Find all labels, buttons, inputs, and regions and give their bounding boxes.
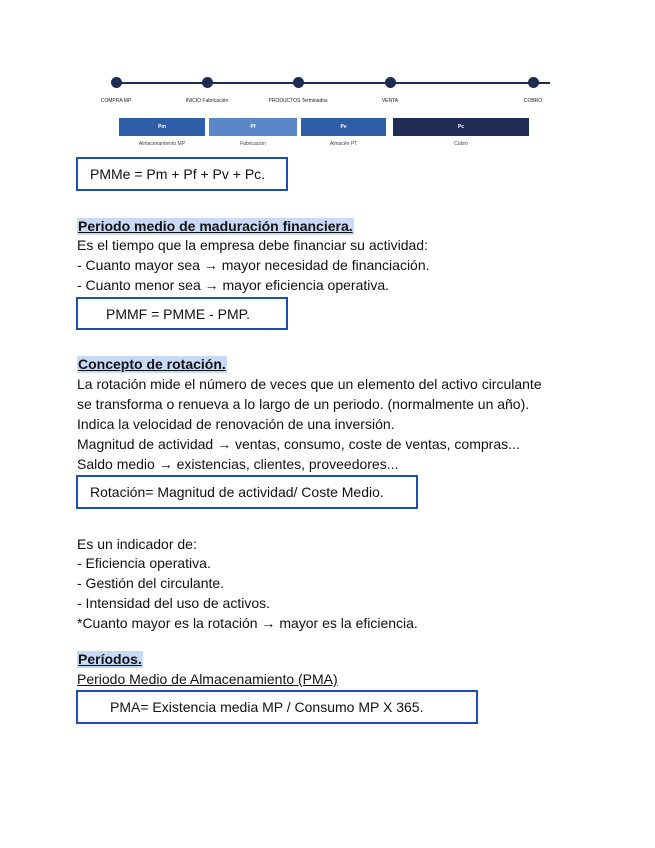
bar-pm: Pm: [119, 118, 205, 136]
section-heading-periodos: Períodos.: [78, 651, 142, 667]
maturation-timeline: [100, 72, 560, 152]
bar-sublabel: Almacenamiento MP: [138, 141, 186, 147]
text-line: Indica la velocidad de renovación de una inversión.: [77, 416, 395, 432]
bar-sublabel: Almacén PT: [329, 141, 358, 147]
timeline-point: [293, 77, 304, 88]
formula-box-pma: [76, 690, 478, 724]
text-line: *Cuanto mayor es la rotación → mayor es la eficiencia.: [77, 615, 418, 631]
formula-box-pmmf: [76, 297, 288, 330]
text-line: - Cuanto mayor sea → mayor necesidad de financiación.: [77, 257, 430, 273]
section-heading-financiera: Periodo medio de maduración financiera.: [78, 218, 353, 234]
formula-text: Rotación= Magnitud de actividad/ Coste Medio.: [90, 484, 384, 500]
text-line: Es un indicador de:: [77, 536, 197, 552]
timeline-label: COBRO: [523, 98, 543, 104]
formula-text: PMMF = PMME - PMP.: [106, 305, 251, 322]
bar-sublabel: Cobro: [454, 141, 468, 147]
text-line: - Gestión del circulante.: [77, 575, 225, 591]
formula-box-rotacion: [76, 475, 418, 509]
timeline-label: VENTA: [381, 98, 399, 104]
text-line: La rotación mide el número de veces que un elemento del activo circulante: [77, 376, 542, 392]
text-line: Saldo medio → existencias, clientes, proveedores...: [77, 456, 399, 472]
text-line: Es el tiempo que la empresa debe financiar su actividad:: [77, 237, 428, 253]
timeline-label: PRODUCTOS Terminados: [268, 98, 328, 104]
formula-text: PMMe = Pm + Pf + Pv + Pc.: [90, 166, 266, 182]
timeline-axis: [116, 82, 550, 84]
timeline-point: [111, 77, 122, 88]
text-line: Magnitud de actividad → ventas, consumo, coste de ventas, compras...: [77, 436, 520, 452]
bar-pf: Pf: [209, 118, 297, 136]
text-line: - Intensidad del uso de activos.: [77, 595, 271, 611]
text-line: - Eficiencia operativa.: [77, 555, 211, 571]
bar-sublabel: Fabricación: [240, 141, 266, 147]
timeline-point: [385, 77, 396, 88]
bar-pc: Pc: [393, 118, 529, 136]
timeline-point: [528, 77, 539, 88]
text-line: se transforma o renueva a lo largo de un periodo. (normalmente un año).: [77, 396, 530, 412]
section-heading-rotacion: Concepto de rotación.: [78, 356, 226, 372]
formula-text: PMA= Existencia media MP / Consumo MP X 365.: [110, 699, 424, 715]
text-line: - Cuanto menor sea → mayor eficiencia operativa.: [77, 277, 390, 293]
timeline-point: [202, 77, 213, 88]
bar-pv: Pv: [301, 118, 386, 136]
timeline-label: COMPRA MP: [100, 98, 132, 104]
subheading-pma: Periodo Medio de Almacenamiento (PMA): [77, 671, 338, 687]
timeline-label: INICIO Fabricación: [185, 98, 229, 104]
formula-box-pmme: [76, 157, 288, 191]
